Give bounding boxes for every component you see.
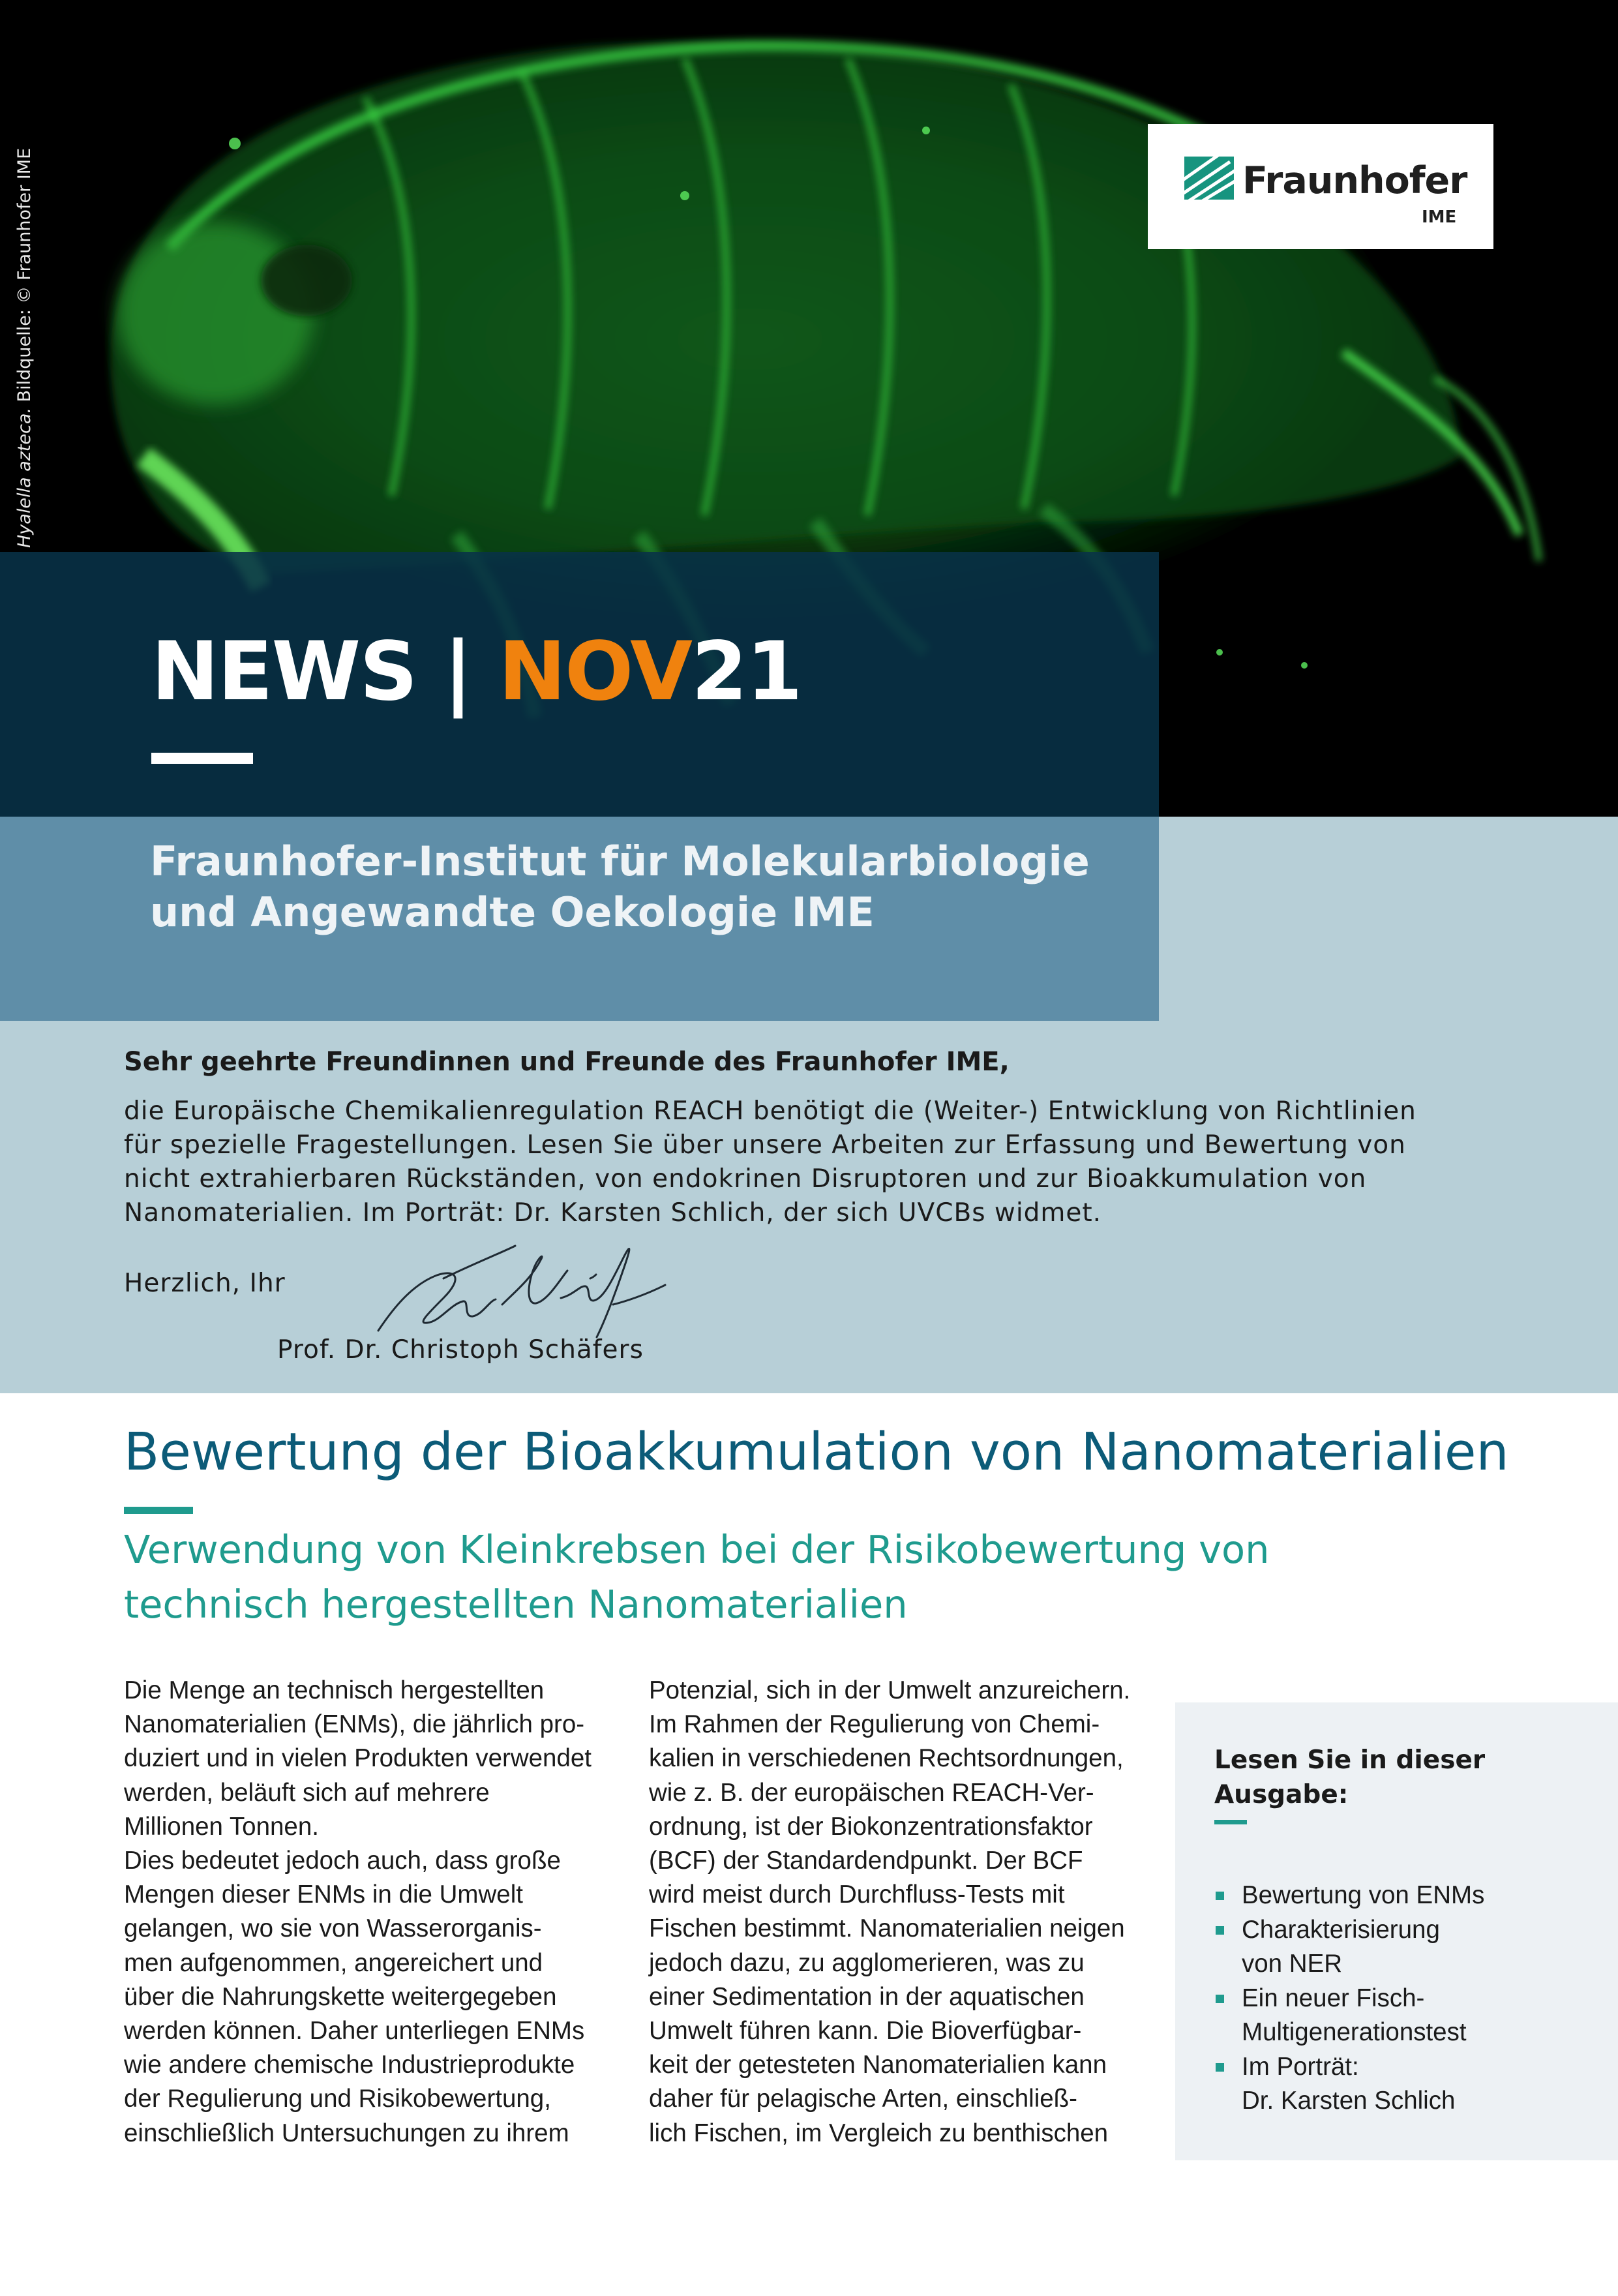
- text-line: duziert und in vielen Produkten verwendet: [124, 1744, 592, 1773]
- text-line: gelangen, wo sie von Wasserorganis-: [124, 1914, 542, 1943]
- text-line: men aufgenommen, angereichert und: [124, 1948, 543, 1977]
- text-line: werden, beläuft sich auf mehrere: [124, 1778, 490, 1807]
- bullet-square-icon: [1216, 1892, 1224, 1900]
- photo-credit: [14, 148, 35, 548]
- logo-subtitle: IME: [1422, 207, 1457, 227]
- logo-name: Fraunhofer: [1242, 159, 1467, 202]
- bullet-square-icon: [1216, 2063, 1224, 2072]
- text-line: werden können. Daher unterliegen ENMs: [124, 2017, 585, 2046]
- issue-contents-item[interactable]: [1214, 1913, 1606, 1982]
- article-column-2: [649, 1674, 1151, 2151]
- text-line: wird meist durch Durchfluss-Tests mit: [649, 1881, 1065, 1909]
- text-line: wie andere chemische Industrieprodukte: [124, 2051, 575, 2079]
- letter-line: die Europäische Chemikalienregulation REACH benötigt die (Weiter-) Entwicklung von Richtlinien: [124, 1096, 1416, 1126]
- text-line: Potenzial, sich in der Umwelt anzureichern.: [649, 1676, 1131, 1704]
- article-subtitle: Verwendung von Kleinkrebsen bei der Risikobewertung von technisch hergestellten Nanomaterialien: [124, 1527, 1270, 1627]
- letter-signatory: Prof. Dr. Christoph Schäfers: [277, 1335, 644, 1365]
- text-line: Die Menge an technisch hergestellten: [124, 1676, 545, 1704]
- letter-body: [124, 1095, 1506, 1230]
- issue-contents-item[interactable]: [1214, 1879, 1606, 1913]
- text-line: kalien in verschiedenen Rechtsordnungen,: [649, 1744, 1124, 1773]
- text-line: über die Nahrungskette weitergegeben: [124, 1982, 557, 2011]
- article-title: Bewertung der Bioakkumulation von Nanomaterialien: [124, 1422, 1509, 1482]
- text-line: Umwelt führen kann. Die Bioverfügbar-: [649, 2017, 1082, 2046]
- fraunhofer-logo-mark-icon: [1184, 157, 1234, 200]
- issue-contents-item[interactable]: [1214, 2050, 1606, 2119]
- masthead-title: [151, 625, 802, 719]
- text-line: Millionen Tonnen.: [124, 1812, 319, 1841]
- item-line: Charakterisierung: [1242, 1915, 1440, 1944]
- text-line: Mengen dieser ENMs in die Umwelt: [124, 1881, 523, 1909]
- issue-contents-title: [1214, 1743, 1485, 1812]
- text-line: einschließlich Untersuchungen zu ihrem: [124, 2119, 569, 2147]
- letter-closing: Herzlich, Ihr: [124, 1269, 286, 1298]
- issue-contents-item[interactable]: [1214, 1982, 1606, 2050]
- text-line: lich Fischen, im Vergleich zu benthischen: [649, 2119, 1109, 2147]
- letter-line: nicht extrahierbaren Rückständen, von endokrinen Disruptoren und zur Bioakkumulation von: [124, 1164, 1367, 1194]
- issue-contents-title-line: Lesen Sie in dieser: [1214, 1745, 1486, 1775]
- text-line: Fischen bestimmt. Nanomaterialien neigen: [649, 1914, 1125, 1943]
- masthead-underline: [151, 753, 253, 764]
- text-line: jedoch dazu, zu agglomerieren, was zu: [649, 1948, 1085, 1977]
- text-line: daher für pelagische Arten, einschließ-: [649, 2085, 1078, 2113]
- issue-contents-title-line: Ausgabe:: [1214, 1780, 1349, 1809]
- masthead-year: 21: [691, 625, 802, 719]
- masthead-separator: |: [416, 625, 499, 719]
- letter-line: Nanomaterialien. Im Porträt: Dr. Karsten Schlich, der sich UVCBs widmet.: [124, 1198, 1102, 1228]
- signature-image: [365, 1239, 691, 1344]
- article-title-rule: [124, 1507, 193, 1514]
- photo-credit-source: Bildquelle: © Fraunhofer IME: [14, 147, 35, 408]
- letter-line: für spezielle Fragestellungen. Lesen Sie über unsere Arbeiten zur Erfassung und Bewertung von: [124, 1130, 1406, 1160]
- bullet-square-icon: [1216, 1995, 1224, 2003]
- letter-greeting: Sehr geehrte Freundinnen und Freunde des Fraunhofer IME,: [124, 1047, 1010, 1077]
- text-line: ordnung, ist der Biokonzentrationsfaktor: [649, 1812, 1093, 1841]
- photo-credit-species: Hyalella azteca.: [14, 408, 35, 548]
- text-line: Im Rahmen der Regulierung von Chemi-: [649, 1710, 1100, 1739]
- text-line: wie z. B. der europäischen REACH-Ver-: [649, 1778, 1094, 1807]
- text-line: einer Sedimentation in der aquatischen: [649, 1982, 1085, 2011]
- text-line: Nanomaterialien (ENMs), die jährlich pro-: [124, 1710, 585, 1739]
- text-line: Dies bedeutet jedoch auch, dass große: [124, 1847, 561, 1875]
- masthead-news: NEWS: [151, 625, 417, 719]
- text-line: (BCF) der Standardendpunkt. Der BCF: [649, 1847, 1083, 1875]
- issue-contents-list: [1214, 1879, 1606, 2119]
- bullet-square-icon: [1216, 1926, 1224, 1935]
- article-column-1: [124, 1674, 626, 2151]
- item-line: Dr. Karsten Schlich: [1242, 2087, 1456, 2115]
- item-line: Im Porträt:: [1242, 2052, 1359, 2081]
- item-line: Multigenerationstest: [1242, 2018, 1467, 2046]
- text-line: keit der getesteten Nanomaterialien kann: [649, 2051, 1107, 2079]
- item-line: Ein neuer Fisch-: [1242, 1984, 1425, 2012]
- masthead-month: NOV: [498, 625, 692, 719]
- issue-contents-rule: [1214, 1820, 1247, 1824]
- institute-name: Fraunhofer-Institut für Molekularbiologie und Angewandte Oekologie IME: [150, 838, 1090, 936]
- issue-contents-box: [1175, 1702, 1618, 2160]
- text-line: der Regulierung und Risikobewertung,: [124, 2085, 551, 2113]
- item-line: Bewertung von ENMs: [1242, 1881, 1485, 1909]
- item-line: von NER: [1242, 1950, 1343, 1978]
- fraunhofer-logo: [1148, 124, 1493, 249]
